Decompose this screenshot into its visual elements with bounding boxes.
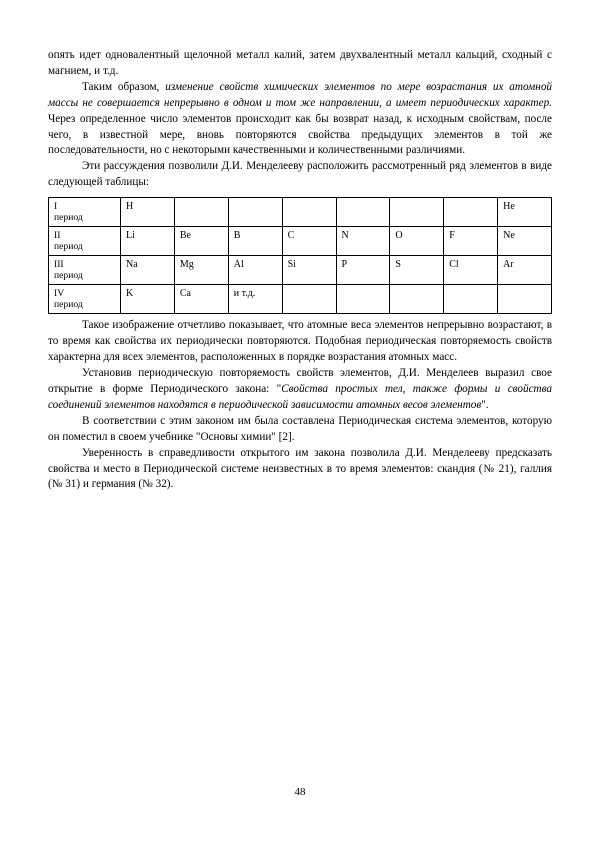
table-row xyxy=(49,256,552,285)
element-cell: Mg xyxy=(174,256,228,285)
element-cell xyxy=(498,285,552,314)
element-cell xyxy=(228,198,282,227)
period-label-2 xyxy=(49,227,121,256)
period-label-4 xyxy=(49,285,121,314)
element-cell: Ca xyxy=(174,285,228,314)
element-cell: O xyxy=(390,227,444,256)
periodic-table-wrapper xyxy=(48,197,552,314)
period-roman-2: II xyxy=(54,230,61,242)
element-cell xyxy=(444,198,498,227)
element-cell: C xyxy=(282,227,336,256)
paragraph-block-top xyxy=(48,48,552,191)
element-cell xyxy=(336,198,390,227)
period-roman-4: IV xyxy=(54,288,65,300)
element-cell: Na xyxy=(121,256,175,285)
paragraph-5-run-2: Свойства простых тел, также формы и свойства соединений элементов находятся в периодической зависимости атомных весов элементов xyxy=(48,383,552,411)
period-label-1 xyxy=(49,198,121,227)
paragraph-1-run-1: опять идет одновалентный щелочной металл калий, затем двухвалентный металл кальций, сходный с магнием, и т.д. xyxy=(48,49,552,77)
element-cell: Be xyxy=(174,227,228,256)
element-cell xyxy=(444,285,498,314)
period-word-1: период xyxy=(54,212,83,224)
paragraph-4-run-1: Такое изображение отчетливо показывает, что атомные веса элементов непрерывно возрастают, в то время как свойства их периодически повторяются. Подобная периодическая повторяемость свойств характерна для всех элементов, расположенных в порядке возрастания атомных масс. xyxy=(48,319,552,364)
element-cell: K xyxy=(121,285,175,314)
period-roman-1: I xyxy=(54,201,58,213)
paragraph-2-run-2: изменение свойств химических элементов по мере возрастания их атомной массы не совершается непрерывно в одном и том же направлении, а имеет периодических характер. xyxy=(48,80,553,109)
period-word-3: период xyxy=(54,270,83,282)
paragraph-5-run-1: Установив периодическую повторяемость свойств элементов, Д.И. Менделеев выразил свое открытие в форме Периодического закона: " xyxy=(48,367,552,396)
element-cell: H xyxy=(121,198,175,227)
element-cell: S xyxy=(390,256,444,285)
element-cell: Ne xyxy=(498,227,552,256)
paragraph-7-run-1: Уверенность в справедливости открытого им закона позволила Д.И. Менделееву предсказать свойства и место в Периодической системе неизвестных в то время элементов: скандия (№ 21), галлия (№ 31) и германия (№ 32). xyxy=(48,446,552,491)
paragraph-7 xyxy=(48,446,552,494)
period-roman-3: III xyxy=(54,259,64,271)
paragraph-2-run-1: Таким образом, xyxy=(82,80,166,93)
element-cell xyxy=(174,198,228,227)
element-cell xyxy=(282,285,336,314)
paragraph-2 xyxy=(48,80,552,160)
page-number-footer xyxy=(0,786,600,798)
page-number: 48 xyxy=(294,786,306,798)
element-cell xyxy=(282,198,336,227)
element-cell: Al xyxy=(228,256,282,285)
element-cell: B xyxy=(228,227,282,256)
element-cell: и т.д. xyxy=(228,285,282,314)
paragraph-2-run-3: Через определенное число элементов происходит как бы возврат назад, к исходным свойствам, после чего, в известной мере, вновь повторяются свойства предыдущих элементов в той же последовательности, но с некоторыми качественными и количественными различиями. xyxy=(48,112,552,157)
element-cell xyxy=(390,285,444,314)
paragraph-6-run-1: В соответствии с этим законом им была составлена Периодическая система элементов, которую он поместил в своем учебнике "Основы химии" [2]. xyxy=(48,414,552,443)
element-cell: Si xyxy=(282,256,336,285)
paragraph-6 xyxy=(48,414,552,446)
paragraph-5-run-3: ". xyxy=(481,398,489,411)
period-word-2: период xyxy=(54,241,83,253)
table-row xyxy=(49,227,552,256)
element-cell: F xyxy=(444,227,498,256)
table-row xyxy=(49,198,552,227)
table-row xyxy=(49,285,552,314)
paragraph-1 xyxy=(48,48,552,80)
paragraph-3 xyxy=(48,159,552,191)
period-label-3 xyxy=(49,256,121,285)
element-cell: P xyxy=(336,256,390,285)
periodic-table xyxy=(48,197,552,314)
element-cell: Ar xyxy=(498,256,552,285)
element-cell: Li xyxy=(121,227,175,256)
paragraph-4 xyxy=(48,318,552,366)
element-cell: N xyxy=(336,227,390,256)
element-cell xyxy=(336,285,390,314)
paragraph-block-bottom xyxy=(48,318,552,493)
paragraph-3-run-1: Эти рассуждения позволили Д.И. Менделееву расположить рассмотренный ряд элементов в виде следующей таблицы: xyxy=(48,160,552,189)
element-cell xyxy=(390,198,444,227)
element-cell: He xyxy=(498,198,552,227)
element-cell: Cl xyxy=(444,256,498,285)
paragraph-5 xyxy=(48,366,552,414)
period-word-4: период xyxy=(54,299,83,311)
